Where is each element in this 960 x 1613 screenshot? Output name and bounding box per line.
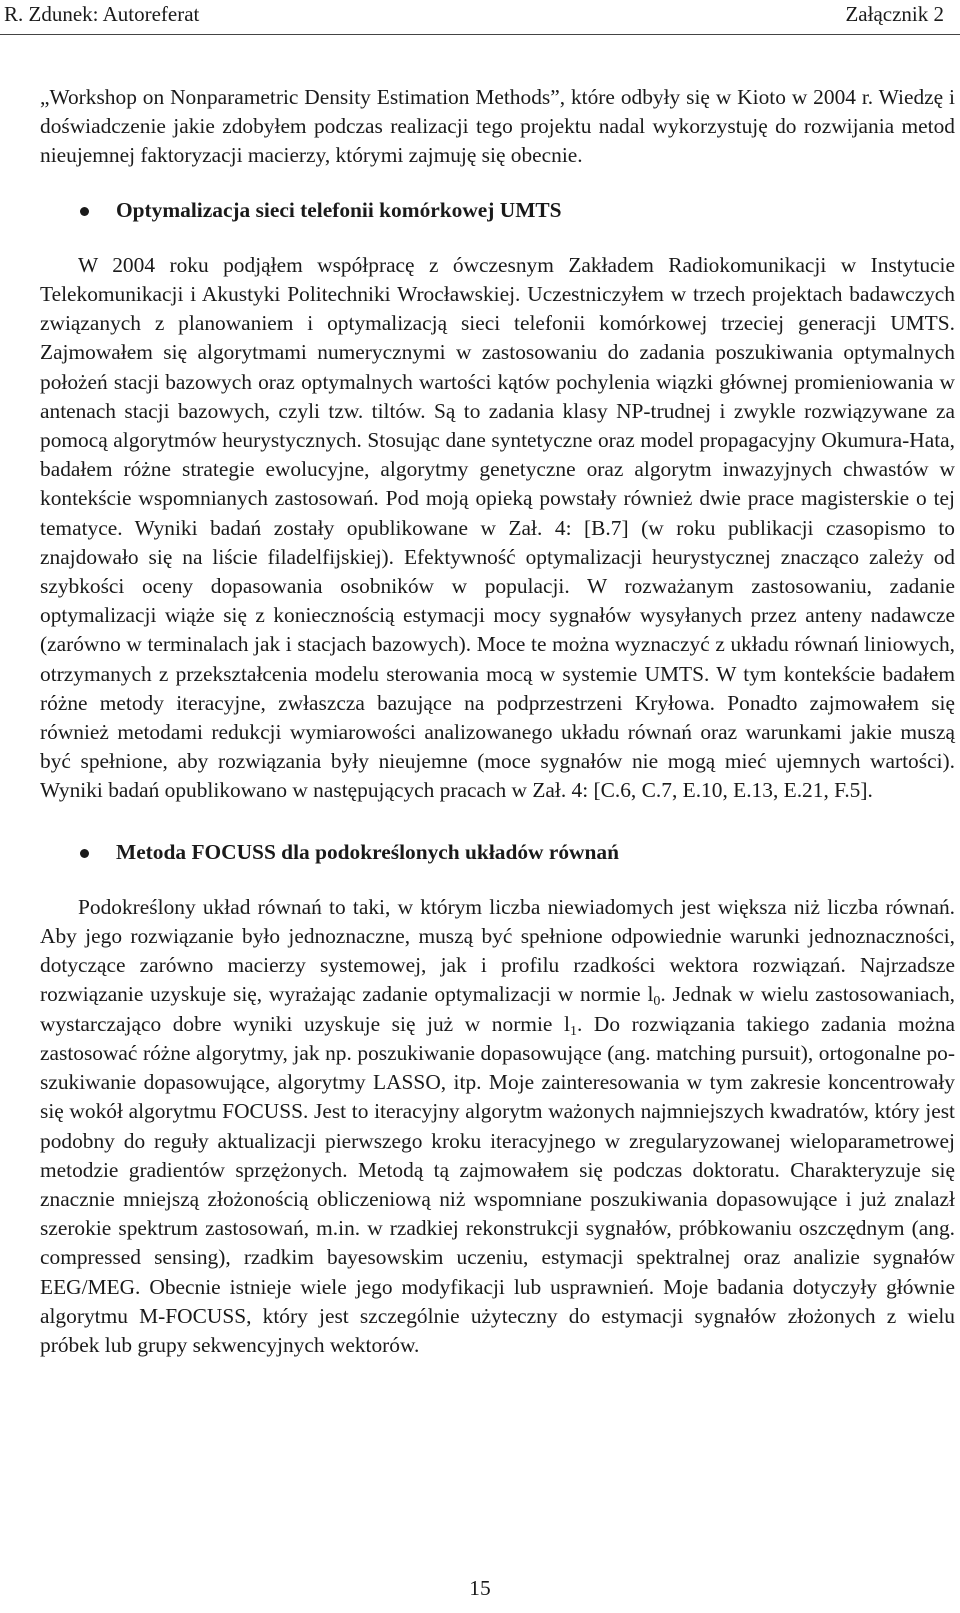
- header-attachment-label: Załącznik 2: [845, 2, 944, 26]
- section-heading-focuss-text: Metoda FOCUSS dla podokreślonych układów równań: [116, 839, 619, 864]
- document-body: [40, 83, 955, 1360]
- section-heading-focuss: [40, 838, 955, 867]
- norm-subscript-1: 1: [569, 1023, 577, 1039]
- focuss-text-part1: Podokreślony układ równań to taki, w którym liczba niewiadomych jest większa niż liczba równań. Aby jego rozwiązanie było jednoznaczne, muszą być spełnione odpowiednie warunki jednoznaczności, dotyczące zarówno macierzy systemowej, jak i profilu rzadkości wektora rozwiązań. Najrzadsze rozwiązanie uzyskuje się, wyrażając zadanie optymalizacji w normie l: [40, 894, 955, 1007]
- header-author-title: R. Zdunek: Autoreferat: [4, 2, 200, 26]
- section-heading-umts: [40, 196, 955, 225]
- section-heading-umts-text: Optymalizacja sieci telefonii komórkowej UMTS: [116, 197, 562, 222]
- bullet-icon: [80, 849, 89, 858]
- focuss-text-part3: . Do rozwiązania takiego zadania można zastosować różne algorytmy, jak np. poszukiwanie dopasowujące (ang. matching pursuit), ortogonalne poszukiwanie dopasowujące, algorytmy LASSO, itp. Moje zainteresowania w tym zakresie koncentrowały się wokół algorytmu FOCUSS. Jest to iteracyjny algorytm ważonych najmniejszych kwadratów, który jest podobny do reguły aktualizacji pierwszego kroku iteracyjnego w zregularyzowanej wieloparametrowej metodzie gradientów sprzężonych. Metodą tą zajmowałem się podczas doktoratu. Charakteryzuje się znacznie mniejszą złożonością obliczeniową niż wspomniane poszukiwania dopasowujące i już znalazł szerokie spektrum zastosowań, m.in. w rzadkiej rekonstrukcji sygnałów, próbkowaniu oszczędnym (ang. compressed sensing), rzadkim bayesowskim uczeniu, estymacji spektralnej oraz analizie sygnałów EEG/MEG. Obecnie istnieje wiele jego modyfikacji lub usprawnień. Moje badania dotyczyły głównie algorytmu M-FOCUSS, który jest szczególnie użyteczny do estymacji sygnałów złożonych z wielu próbek lub grupy sekwencyjnych wektorów.: [40, 1011, 956, 1357]
- page-number: 15: [469, 1576, 491, 1600]
- section-umts-paragraph: W 2004 roku podjąłem współpracę z ówczesnym Zakładem Radiokomunikacji w Instytucie Telekomunikacji i Akustyki Politechniki Wrocławskiej. Uczestniczyłem w trzech projektach badawczych związanych z planowaniem i optymalizacją sieci telefonii komórkowej trzeciej generacji UMTS. Zajmowałem się algorytmami numerycznymi w zastosowaniu do zadania poszukiwania optymalnych położeń stacji bazowych oraz optymalnych wartości kątów pochylenia wiązki głównej promieniowania w antenach stacji bazowych, czyli tzw. tiltów. Są to zadania klasy NP-trudnej i zwykle rozwiązywane za pomocą algorytmów heurystycznych. Stosując dane syntetyczne oraz model propagacyjny Okumura-Hata, badałem różne strategie ewolucyjne, algorytmy genetyczne oraz algorytm inwazyjnych chwastów w kontekście wspomnianych zastosowań. Pod moją opieką powstały również dwie prace magisterskie o tej tematyce. Wyniki badań zostały opublikowane w Zał. 4: [B.7] (w roku publikacji czasopismo to znajdowało się na liście filadelfijskiej). Efektywność optymalizacji heurystycznej znacząco zależy od szybkości oceny dopasowania osobników w populacji. W rozważanym zastosowaniu, zadanie optymalizacji wiąże się z koniecznością estymacji mocy sygnałów wysyłanych przez anteny nadawcze (zarówno w terminalach jak i stacjach bazowych). Moce te można wyznaczyć z układu równań liniowych, otrzymanych z przekształcenia modelu sterowania mocą w systemie UMTS. W tym kontekście badałem różne metody iteracyjne, zwłaszcza bazujące na podprzestrzeni Kryłowa. Ponadto zajmowałem się również metodami redukcji wymiarowości analizowanego układu równań oraz warunkami jakie muszą być spełnione, aby rozwiązania były nieujemne (moce sygnałów nie mogą mieć ujemnych wartości). Wyniki badań opublikowano w następujących pracach w Zał. 4: [C.6, C.7, E.10, E.13, E.21, F.5].: [40, 252, 955, 803]
- focuss-text-part2: . Jednak w wielu zastosowaniach, wystarczająco dobre wyniki uzyskuje się już w normie l: [40, 982, 955, 1036]
- bullet-icon: [80, 207, 89, 216]
- section-focuss-paragraph: [40, 893, 955, 1360]
- page-header: [0, 0, 960, 35]
- norm-subscript-0: 0: [653, 994, 661, 1010]
- intro-paragraph: „Workshop on Nonparametric Density Estimation Methods”, które odbyły się w Kioto w 2004 r. Wiedzę i doświadczenie jakie zdobyłem podczas realizacji tego projektu nadal wykorzystuję do rozwijania metod nieujemnej faktoryzacji macierzy, którymi zajmuję się obecnie.: [40, 85, 955, 168]
